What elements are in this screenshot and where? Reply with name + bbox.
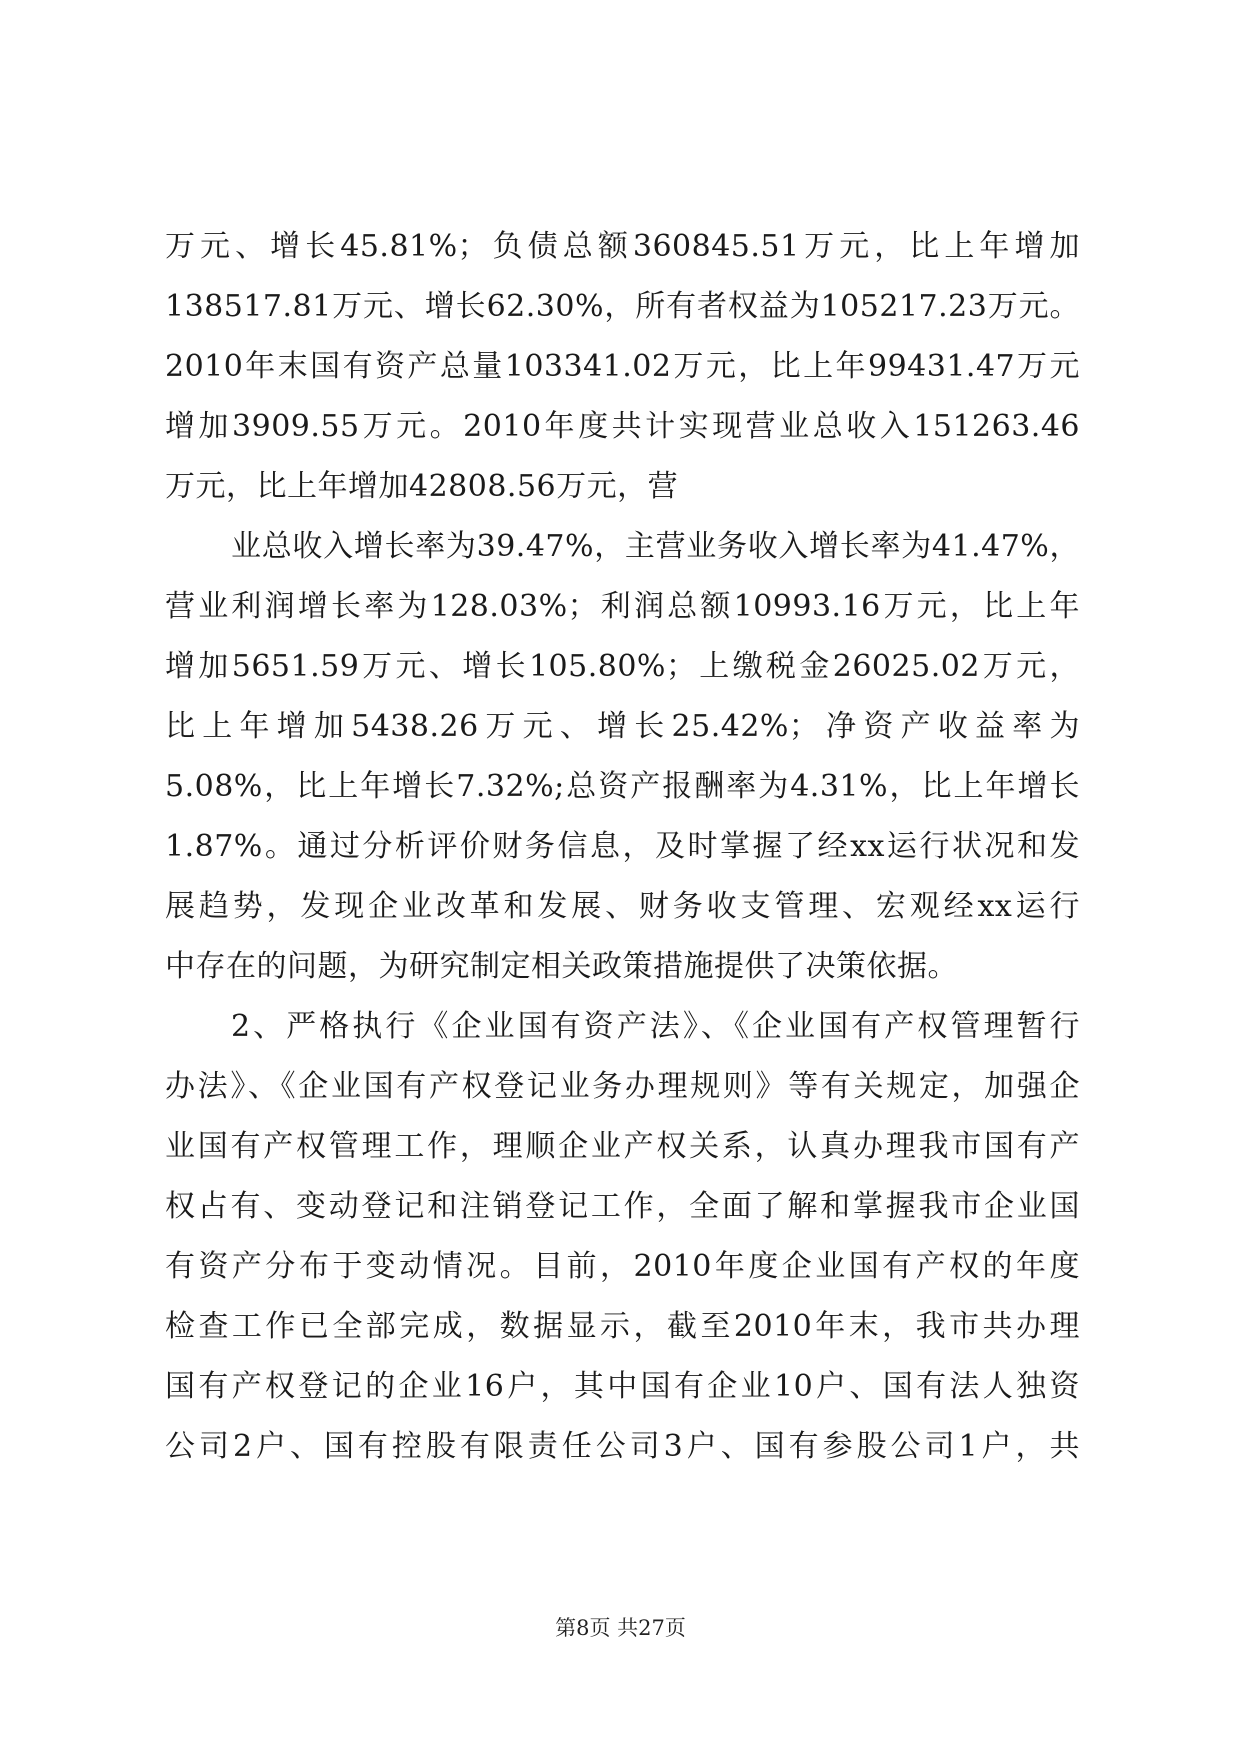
page-body xyxy=(165,228,1080,1488)
text-line: 业总收入增长率为39.47%，主营业务收入增长率为41.47%， xyxy=(231,529,1080,564)
text-line: 检查工作已全部完成，数据显示，截至2010年末，我市共办理 xyxy=(165,1309,1080,1344)
text-line: 增加3909.55万元。2010年度共计实现营业总收入151263.46 xyxy=(165,409,1080,444)
text-line: 5.08%，比上年增长7.32%;总资产报酬率为4.31%，比上年增长 xyxy=(165,769,1080,804)
text-line: 权占有、变动登记和注销登记工作，全面了解和掌握我市企业国 xyxy=(165,1189,1080,1224)
text-line: 有资产分布于变动情况。目前，2010年度企业国有产权的年度 xyxy=(165,1249,1080,1284)
text-line: 公司2户、国有控股有限责任公司3户、国有参股公司1户，共 xyxy=(165,1429,1080,1464)
text-line: 1.87%。通过分析评价财务信息，及时掌握了经xx运行状况和发 xyxy=(165,829,1080,864)
text-line: 业国有产权管理工作，理顺企业产权关系，认真办理我市国有产 xyxy=(165,1129,1080,1164)
text-line: 138517.81万元、增长62.30%，所有者权益为105217.23万元。 xyxy=(165,289,1080,324)
text-line: 办法》、《企业国有产权登记业务办理规则》等有关规定，加强企 xyxy=(165,1069,1080,1104)
text-line: 比上年增加5438.26万元、增长25.42%；净资产收益率为 xyxy=(165,709,1080,744)
text-line: 国有产权登记的企业16户，其中国有企业10户、国有法人独资 xyxy=(165,1369,1080,1404)
text-line: 万元，比上年增加42808.56万元，营 xyxy=(165,469,679,504)
page-number: 第8页 共27页 xyxy=(555,1616,686,1640)
text-line: 万元、增长45.81%；负债总额360845.51万元，比上年增加 xyxy=(165,229,1080,264)
text-line: 2、严格执行《企业国有资产法》、《企业国有产权管理暂行 xyxy=(231,1009,1080,1044)
text-line: 中存在的问题，为研究制定相关政策措施提供了决策依据。 xyxy=(165,949,958,984)
page-footer xyxy=(0,1612,1241,1642)
text-line: 增加5651.59万元、增长105.80%；上缴税金26025.02万元， xyxy=(165,649,1080,684)
text-line: 营业利润增长率为128.03%；利润总额10993.16万元，比上年 xyxy=(165,589,1080,624)
text-line: 2010年末国有资产总量103341.02万元，比上年99431.47万元 xyxy=(165,349,1080,384)
text-line: 展趋势，发现企业改革和发展、财务收支管理、宏观经xx运行 xyxy=(165,889,1080,924)
